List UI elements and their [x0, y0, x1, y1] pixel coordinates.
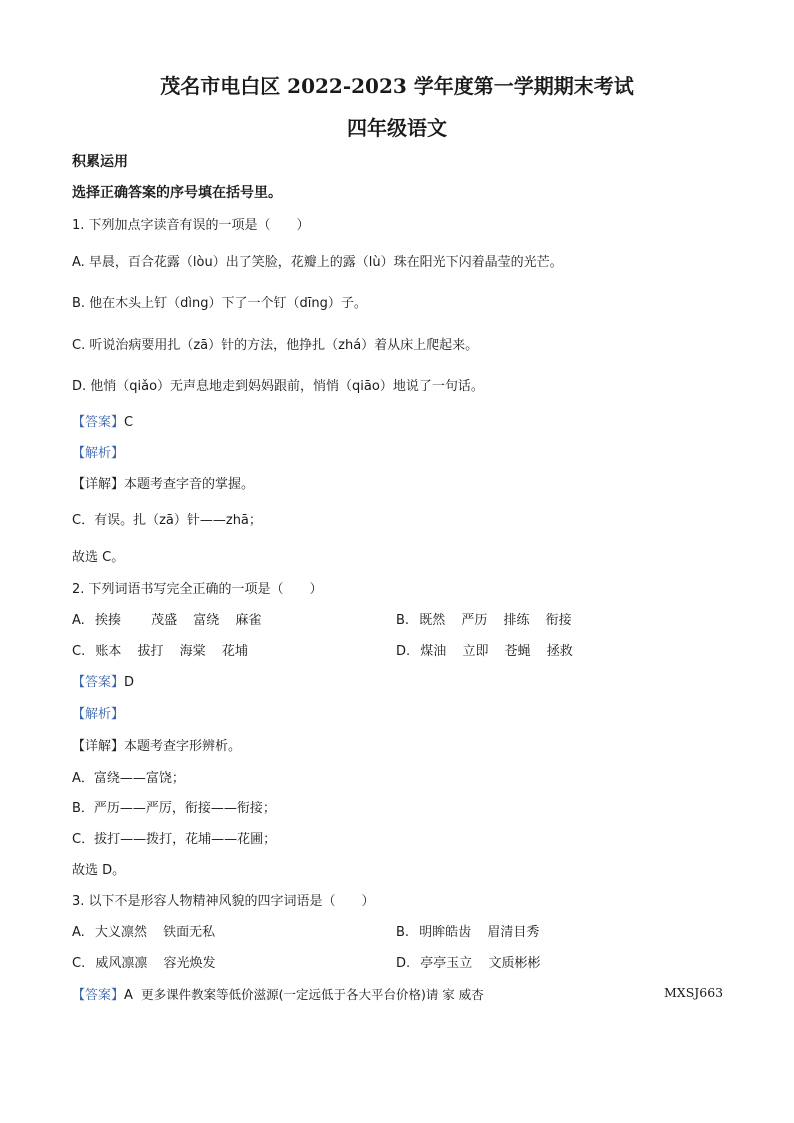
- q3-answer-line: [72, 984, 484, 1003]
- option-word: 拔打: [137, 644, 164, 659]
- option-word: 苍蝇: [504, 644, 531, 659]
- q3-answer: A: [124, 988, 133, 1003]
- option-word: 拯救: [546, 644, 573, 659]
- q1-detail-line: [72, 473, 254, 492]
- option-letter: A.: [72, 925, 85, 940]
- option-letter: B.: [396, 613, 410, 628]
- q1-stem: 1. 下列加点字读音有误的一项是（ ）: [72, 218, 310, 233]
- option-letter: B.: [396, 925, 410, 940]
- q1-explain-1: C．有误。扎（zā）针——zhā；: [72, 513, 262, 528]
- page-subtitle: 四年级语文: [347, 116, 447, 140]
- q2-explain-1: A．富绕——富饶；: [72, 771, 185, 786]
- q1-option-d: D. 他悄（qiǎo）无声息地走到妈妈跟前，悄悄（qiāo）地说了一句话。: [72, 379, 484, 394]
- option-letter: D.: [396, 644, 411, 659]
- q1-analysis-label: 【解析】: [72, 446, 125, 461]
- q2-option-a: [72, 609, 261, 628]
- q2-explain-2: B．严历——严厉，衔接——衔接；: [72, 801, 276, 816]
- detail-label: 【详解】: [72, 739, 125, 754]
- q2-detail: 本题考查字形辨析。: [124, 739, 242, 754]
- q3-option-a: [72, 921, 215, 940]
- option-letter: D.: [396, 956, 411, 971]
- option-word: 麻雀: [235, 613, 262, 628]
- option-letter: C.: [72, 644, 86, 659]
- answer-label: 【答案】: [72, 988, 125, 1003]
- q2-stem: 2. 下列词语书写完全正确的一项是（ ）: [72, 582, 323, 597]
- watermark-code: MXSJ663: [664, 985, 724, 1000]
- option-word: 文质彬彬: [488, 956, 541, 971]
- option-word: 既然: [419, 613, 446, 628]
- option-word: 大义凛然: [94, 925, 147, 940]
- instruction: 选择正确答案的序号填在括号里。: [72, 185, 282, 201]
- q2-analysis-label: 【解析】: [72, 707, 125, 722]
- q3-option-b: [396, 921, 539, 940]
- q1-option-a: A. 早晨，百合花露（lòu）出了笑脸，花瓣上的露（lù）珠在阳光下闪着晶莹的光芒。: [72, 255, 563, 270]
- q2-answer-line: [72, 671, 134, 690]
- option-word: 海棠: [179, 644, 206, 659]
- option-word: 亭亭玉立: [420, 956, 473, 971]
- option-word: 衔接: [545, 613, 572, 628]
- option-word: 威风凛凛: [95, 956, 148, 971]
- q2-option-c: [72, 640, 248, 659]
- q3-stem: 3. 以下不是形容人物精神风貌的四字词语是（ ）: [72, 894, 375, 909]
- q2-option-d: [396, 640, 573, 659]
- q1-answer: C: [124, 415, 134, 430]
- q3-option-d: [396, 952, 540, 971]
- option-word: 富绕: [193, 613, 220, 628]
- option-word: 容光焕发: [163, 956, 216, 971]
- detail-label: 【详解】: [72, 477, 125, 492]
- watermark-text: 更多课件教案等低价滋源(一定远低于各大平台价格)请 家 威杏: [141, 987, 484, 1002]
- page-title: 茂名市电白区 2022-2023 学年度第一学期期末考试: [160, 74, 634, 98]
- option-word: 茂盛: [151, 613, 178, 628]
- q2-conclusion: 故选 D。: [72, 863, 126, 878]
- q1-detail: 本题考查字音的掌握。: [124, 477, 255, 492]
- q1-conclusion: 故选 C。: [72, 550, 125, 565]
- q2-detail-line: [72, 735, 241, 754]
- option-word: 立即: [462, 644, 489, 659]
- answer-label: 【答案】: [72, 415, 125, 430]
- option-letter: C.: [72, 956, 86, 971]
- option-word: 明眸皓齿: [419, 925, 472, 940]
- q2-answer: D: [124, 675, 135, 690]
- option-word: 铁面无私: [163, 925, 216, 940]
- option-word: 账本: [95, 644, 122, 659]
- q1-answer-line: [72, 411, 133, 430]
- option-word: 花埔: [221, 644, 248, 659]
- option-letter: A.: [72, 613, 85, 628]
- q1-option-b: B. 他在木头上钉（dìng）下了一个钉（dīng）子。: [72, 296, 367, 311]
- q1-option-c: C. 听说治病要用扎（zā）针的方法，他挣扎（zhá）着从床上爬起来。: [72, 338, 479, 353]
- option-word: 眉清目秀: [487, 925, 540, 940]
- q2-option-b: [396, 609, 572, 628]
- q2-explain-3: C．拔打——拨打，花埔——花圃；: [72, 832, 277, 847]
- option-word: 煤油: [420, 644, 447, 659]
- answer-label: 【答案】: [72, 675, 125, 690]
- option-word: 严历: [461, 613, 488, 628]
- q3-option-c: [72, 952, 216, 971]
- option-word: 排练: [503, 613, 530, 628]
- option-word: 挨揍: [94, 613, 121, 628]
- section-heading: 积累运用: [72, 154, 128, 170]
